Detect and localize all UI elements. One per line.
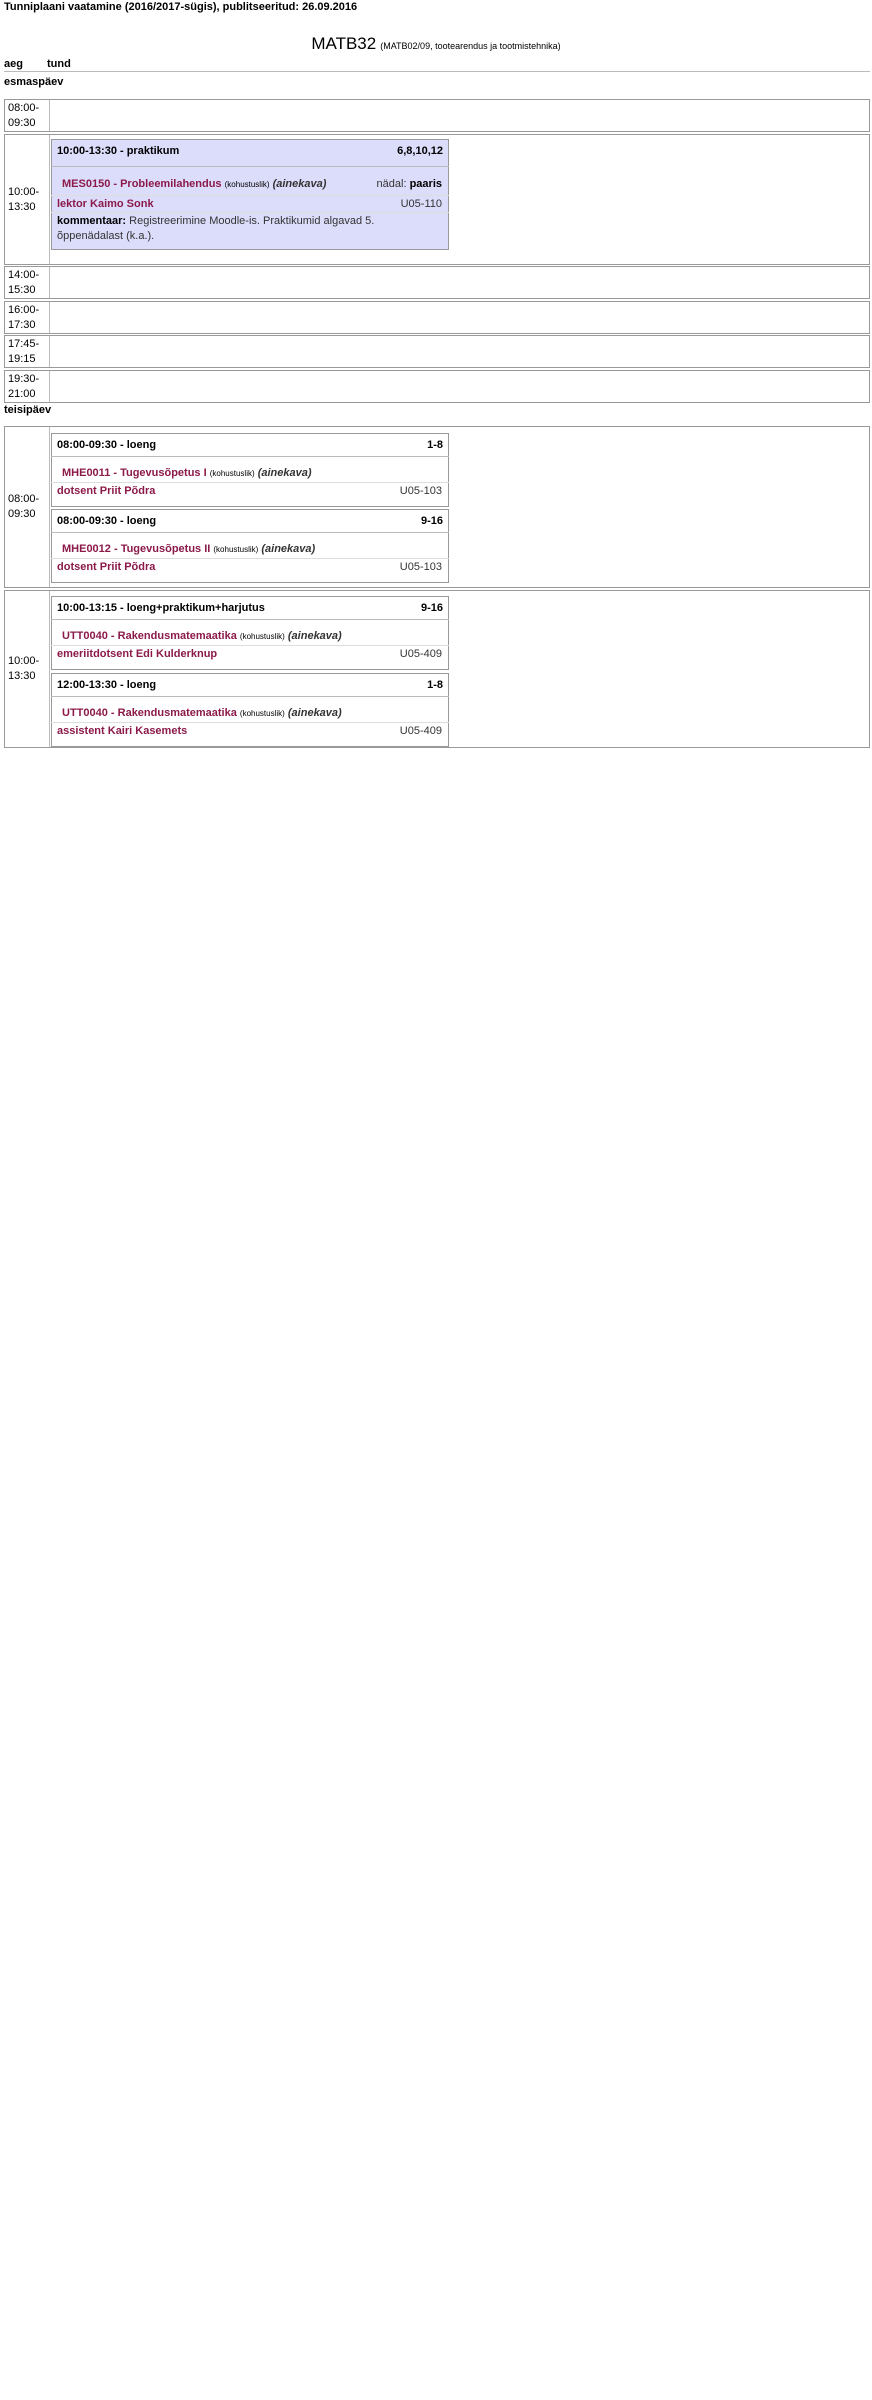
card-divider — [51, 696, 449, 697]
class-time-text: 10:00-13:30 - praktikum — [57, 145, 180, 157]
lecturer-link[interactable]: emeriitdotsent Edi Kulderknup — [57, 648, 218, 660]
time-label: 10:00-13:30 — [8, 185, 40, 213]
ainekava-link[interactable]: (ainekava) — [257, 467, 312, 479]
time-slot-row — [4, 370, 870, 403]
course-link[interactable]: MHE0011 - Tugevusõpetus I — [62, 467, 207, 479]
course-line — [62, 467, 442, 479]
card-divider — [51, 532, 449, 533]
time-label: 10:00-13:30 — [8, 655, 40, 682]
ainekava-link[interactable]: (ainekava) — [261, 543, 316, 555]
time-slot-row — [4, 590, 870, 748]
class-weeks: 1-8 — [427, 439, 443, 451]
page-title — [0, 34, 872, 54]
comment-label: kommentaar: — [57, 215, 127, 227]
class-weeks: 1-8 — [427, 679, 443, 691]
course-line — [62, 707, 442, 719]
column-header-aeg: aeg — [4, 58, 23, 70]
header-line: Tunniplaani vaatamine (2016/2017-sügis), publitseeritud: 26.09.2016 — [4, 1, 358, 13]
time-label: 14:00-15:30 — [8, 268, 40, 296]
lecturer-link[interactable]: dotsent Priit Põdra — [57, 485, 156, 497]
class-weeks: 9-16 — [420, 515, 443, 527]
class-time-text: 10:00-13:15 - loeng+praktikum+harjutus — [57, 602, 265, 614]
card-divider — [51, 645, 449, 646]
room-label: U05-110 — [400, 198, 442, 210]
time-label: 19:30-21:00 — [8, 372, 40, 400]
comment-value: Registreerimine Moodle-is. Praktikumid algavad 5. õppenädalast (k.a.). — [57, 215, 375, 242]
group-code: MATB32 — [311, 34, 377, 53]
time-slot-row — [4, 301, 870, 334]
column-header-tund: tund — [47, 58, 71, 70]
class-time-type — [57, 602, 443, 614]
day-heading: esmaspäev — [4, 76, 64, 88]
lecturer-link[interactable]: lektor Kaimo Sonk — [57, 198, 154, 210]
column-divider — [49, 336, 50, 367]
class-card[interactable] — [51, 509, 449, 583]
group-subtitle: (MATB02/09, tootearendus ja tootmistehnika) — [380, 41, 561, 51]
course-requirement: (kohustuslik) — [224, 180, 270, 189]
time-slot-row — [4, 266, 870, 299]
class-card[interactable] — [51, 596, 449, 670]
card-divider — [51, 558, 449, 559]
day-heading: teisipäev — [4, 404, 52, 416]
time-slot-row — [4, 99, 870, 132]
class-card[interactable] — [51, 139, 449, 250]
header-divider — [4, 71, 870, 72]
time-label: 16:00-17:30 — [8, 303, 40, 331]
column-divider — [49, 371, 50, 402]
card-divider — [51, 212, 449, 213]
time-slot-row — [4, 134, 870, 265]
class-card[interactable] — [51, 673, 449, 747]
class-time-text: 12:00-13:30 - loeng — [57, 679, 157, 691]
week-parity — [377, 178, 442, 190]
ainekava-link[interactable]: (ainekava) — [287, 707, 342, 719]
comment-text — [57, 214, 442, 244]
column-divider — [49, 427, 50, 587]
course-link[interactable]: UTT0040 - Rakendusmatemaatika — [62, 630, 237, 642]
class-weeks: 9-16 — [420, 602, 443, 614]
room-label: U05-409 — [399, 725, 442, 737]
course-link[interactable]: UTT0040 - Rakendusmatemaatika — [62, 707, 237, 719]
card-divider — [51, 456, 449, 457]
course-requirement: (kohustuslik) — [209, 469, 255, 478]
time-slot-row — [4, 426, 870, 588]
column-divider — [49, 135, 50, 264]
course-line — [62, 178, 442, 190]
class-time-type — [57, 145, 443, 157]
time-slot-row — [4, 335, 870, 368]
time-label: 17:45-19:15 — [8, 337, 40, 365]
course-link[interactable]: MES0150 - Probleemilahendus — [62, 178, 222, 190]
lecturer-link[interactable]: assistent Kairi Kasemets — [57, 725, 188, 737]
class-weeks: 6,8,10,12 — [397, 145, 443, 157]
column-divider — [49, 591, 50, 747]
card-divider — [51, 619, 449, 620]
class-time-type — [57, 515, 443, 527]
time-label: 08:00-09:30 — [8, 101, 40, 129]
column-divider — [49, 302, 50, 333]
week-parity-label: nädal: — [376, 178, 407, 190]
card-divider — [51, 482, 449, 483]
class-time-text: 08:00-09:30 - loeng — [57, 515, 157, 527]
course-requirement: (kohustuslik) — [239, 709, 285, 718]
column-divider — [49, 100, 50, 131]
week-parity-value: paaris — [409, 178, 442, 190]
course-requirement: (kohustuslik) — [239, 632, 285, 641]
card-divider — [51, 166, 449, 167]
ainekava-link[interactable]: (ainekava) — [287, 630, 342, 642]
class-time-type — [57, 679, 443, 691]
course-line — [62, 630, 442, 642]
lecturer-link[interactable]: dotsent Priit Põdra — [57, 561, 156, 573]
room-label: U05-103 — [399, 485, 442, 497]
course-link[interactable]: MHE0012 - Tugevusõpetus II — [62, 543, 211, 555]
room-label: U05-409 — [399, 648, 442, 660]
class-card[interactable] — [51, 433, 449, 507]
card-divider — [51, 195, 449, 196]
course-requirement: (kohustuslik) — [213, 545, 259, 554]
column-divider — [49, 267, 50, 298]
card-divider — [51, 722, 449, 723]
room-label: U05-103 — [399, 561, 442, 573]
time-label: 08:00-09:30 — [8, 493, 40, 520]
class-time-text: 08:00-09:30 - loeng — [57, 439, 157, 451]
ainekava-link[interactable]: (ainekava) — [272, 178, 327, 190]
class-time-type — [57, 439, 443, 451]
course-line — [62, 543, 442, 555]
